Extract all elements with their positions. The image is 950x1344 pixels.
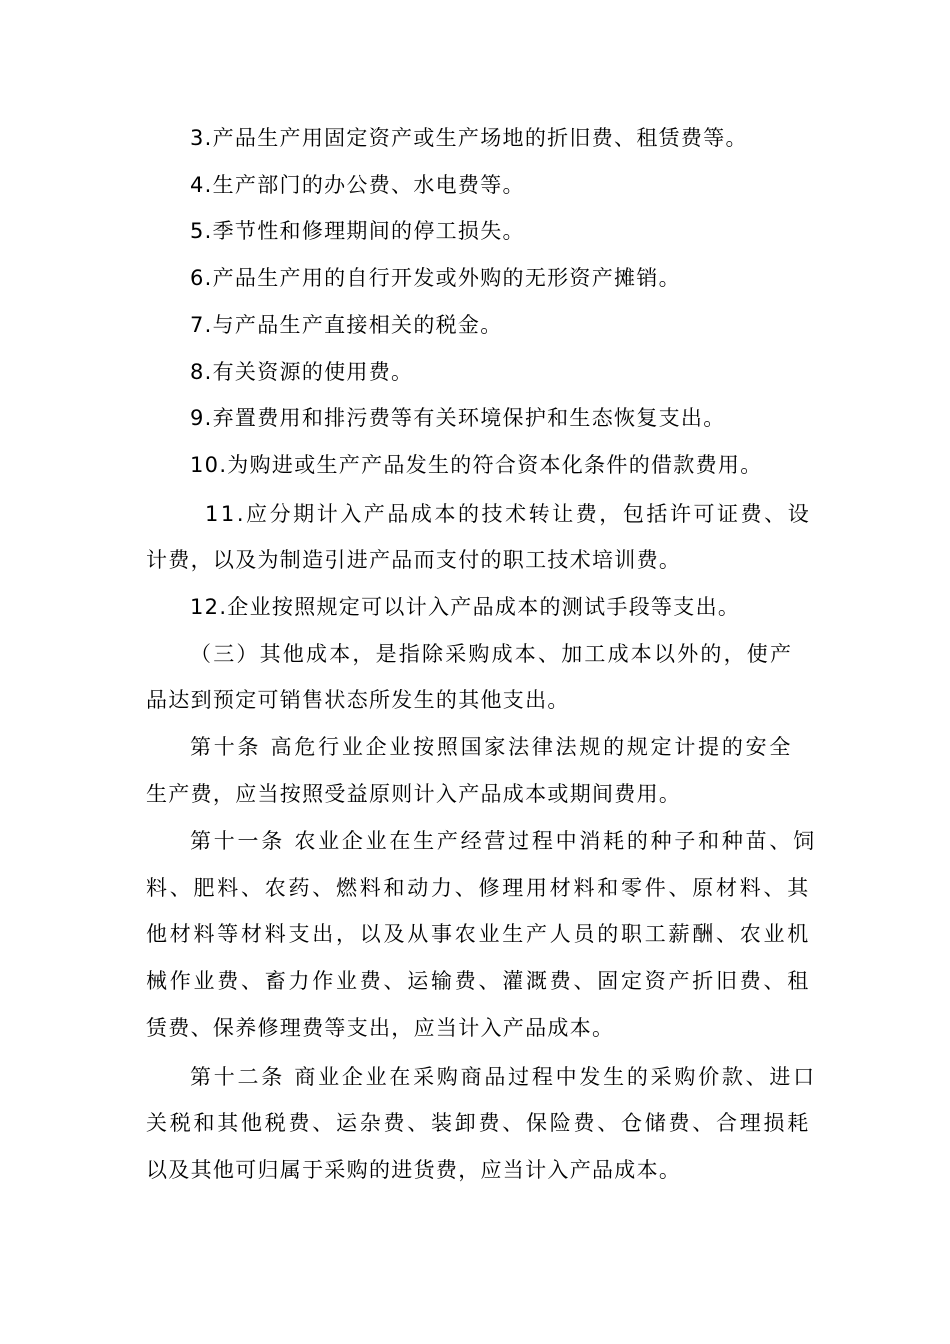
text-line: 第十二条 商业企业在采购商品过程中发生的采购价款、进口 [190, 1065, 817, 1089]
text-line: 生产费，应当按照受益原则计入产品成本或期间费用。 [146, 782, 682, 806]
text-line: 5.季节性和修理期间的停工损失。 [190, 219, 525, 243]
text-line: 第十一条 农业企业在生产经营过程中消耗的种子和种苗、饲 [190, 829, 817, 853]
text-line: 4.生产部门的办公费、水电费等。 [190, 173, 525, 197]
text-line: 以及其他可归属于采购的进货费，应当计入产品成本。 [146, 1158, 682, 1182]
text-line: 6.产品生产用的自行开发或外购的无形资产摊销。 [190, 266, 681, 290]
text-line: （三）其他成本，是指除采购成本、加工成本以外的，使产 [190, 642, 794, 666]
text-line: 9.弃置费用和排污费等有关环境保护和生态恢复支出。 [190, 406, 726, 430]
text-line: 7.与产品生产直接相关的税金。 [190, 313, 503, 337]
text-line: 12.企业按照规定可以计入产品成本的测试手段等支出。 [190, 595, 741, 619]
text-line: 第十条 高危行业企业按照国家法律法规的规定计提的安全 [190, 735, 794, 759]
text-line: 11.应分期计入产品成本的技术转让费，包括许可证费、设 [205, 502, 812, 526]
text-line: 关税和其他税费、运杂费、装卸费、保险费、仓储费、合理损耗 [146, 1111, 811, 1135]
text-line: 赁费、保养修理费等支出，应当计入产品成本。 [146, 1016, 615, 1040]
text-line: 械作业费、畜力作业费、运输费、灌溉费、固定资产折旧费、租 [146, 969, 811, 993]
text-line: 3.产品生产用固定资产或生产场地的折旧费、租赁费等。 [190, 126, 748, 150]
text-line: 8.有关资源的使用费。 [190, 360, 414, 384]
text-line: 他材料等材料支出，以及从事农业生产人员的职工薪酬、农业机 [146, 922, 811, 946]
text-line: 料、肥料、农药、燃料和动力、修理用材料和零件、原材料、其 [146, 876, 811, 900]
text-line: 10.为购进或生产产品发生的符合资本化条件的借款费用。 [190, 453, 763, 477]
text-line: 品达到预定可销售状态所发生的其他支出。 [146, 688, 570, 712]
text-line: 计费，以及为制造引进产品而支付的职工技术培训费。 [146, 548, 682, 572]
